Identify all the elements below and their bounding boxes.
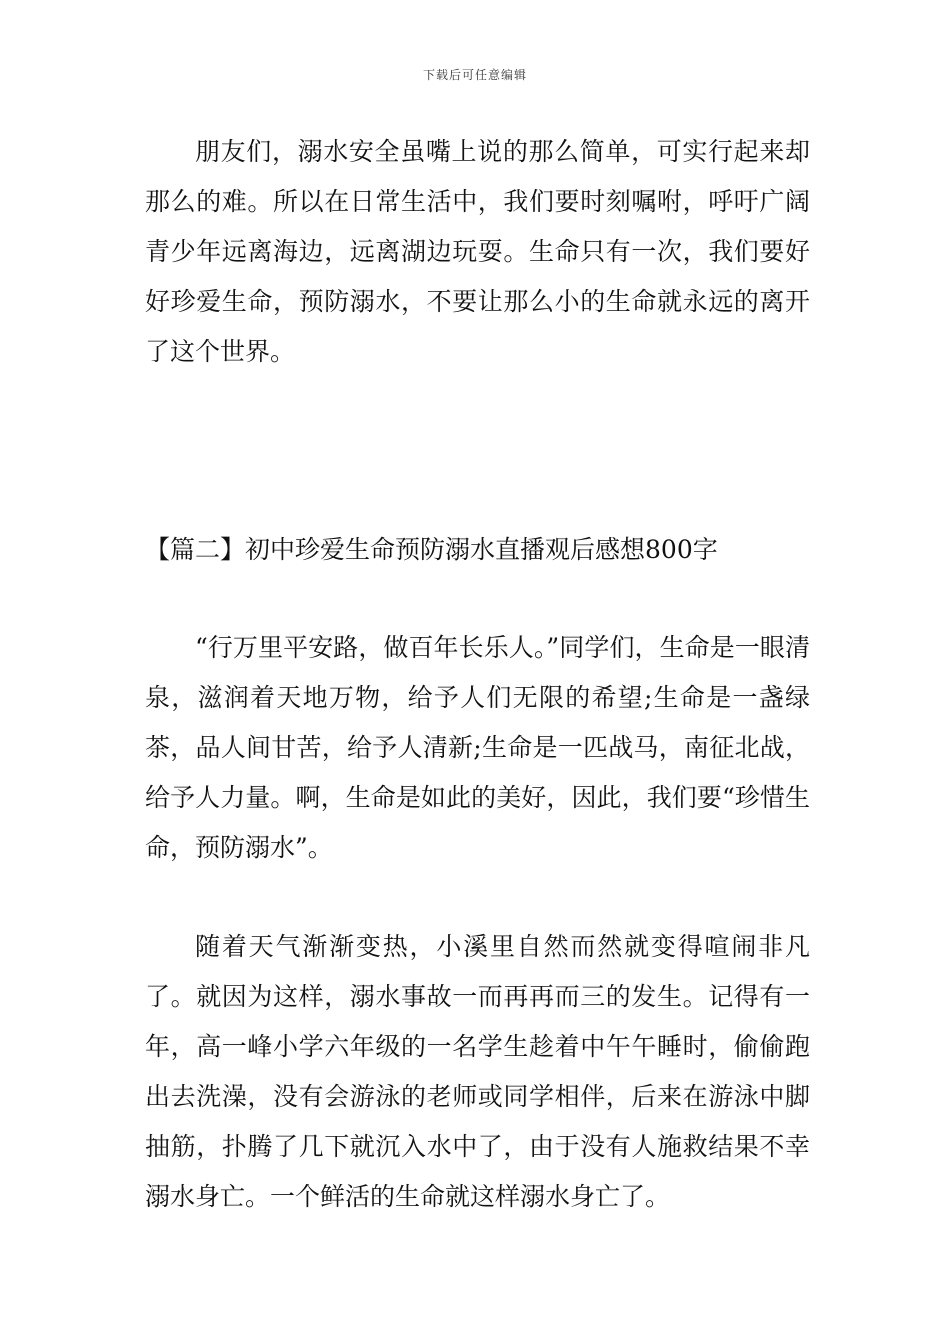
paragraph-3: 随着天气渐渐变热，小溪里自然而然就变得喧闹非凡了。就因为这样，溺水事故一而再再而三的发生。记得有一年，高一峰小学六年级的一名学生趁着中午午睡时，偷偷跑出去洗澡，没有会游泳的老师或同学相伴，后来在游泳中脚抽筋，扑腾了几下就沉入水中了，由于没有人施救结果不幸溺水身亡。一个鲜活的生命就这样溺水身亡了。	[145, 932, 810, 1211]
section-heading: 【篇二】初中珍爱生命预防溺水直播观后感想800字	[145, 535, 718, 564]
paragraph-2: “行万里平安路，做百年长乐人。”同学们，生命是一眼清泉，滋润着天地万物，给予人们无限的希望;生命是一盏绿茶，品人间甘苦，给予人清新;生命是一匹战马，南征北战，给予人力量。啊，生命是如此的美好，因此，我们要“珍惜生命，预防溺水”。	[145, 633, 810, 862]
paragraph-1: 朋友们，溺水安全虽嘴上说的那么简单，可实行起来却那么的难。所以在日常生活中，我们要时刻嘱咐，呼吁广阔青少年远离海边，远离湖边玩耍。生命只有一次，我们要好好珍爱生命，预防溺水，不要让那么小的生命就永远的离开了这个世界。	[145, 137, 810, 366]
page-header: 下载后可任意编辑	[422, 68, 527, 82]
